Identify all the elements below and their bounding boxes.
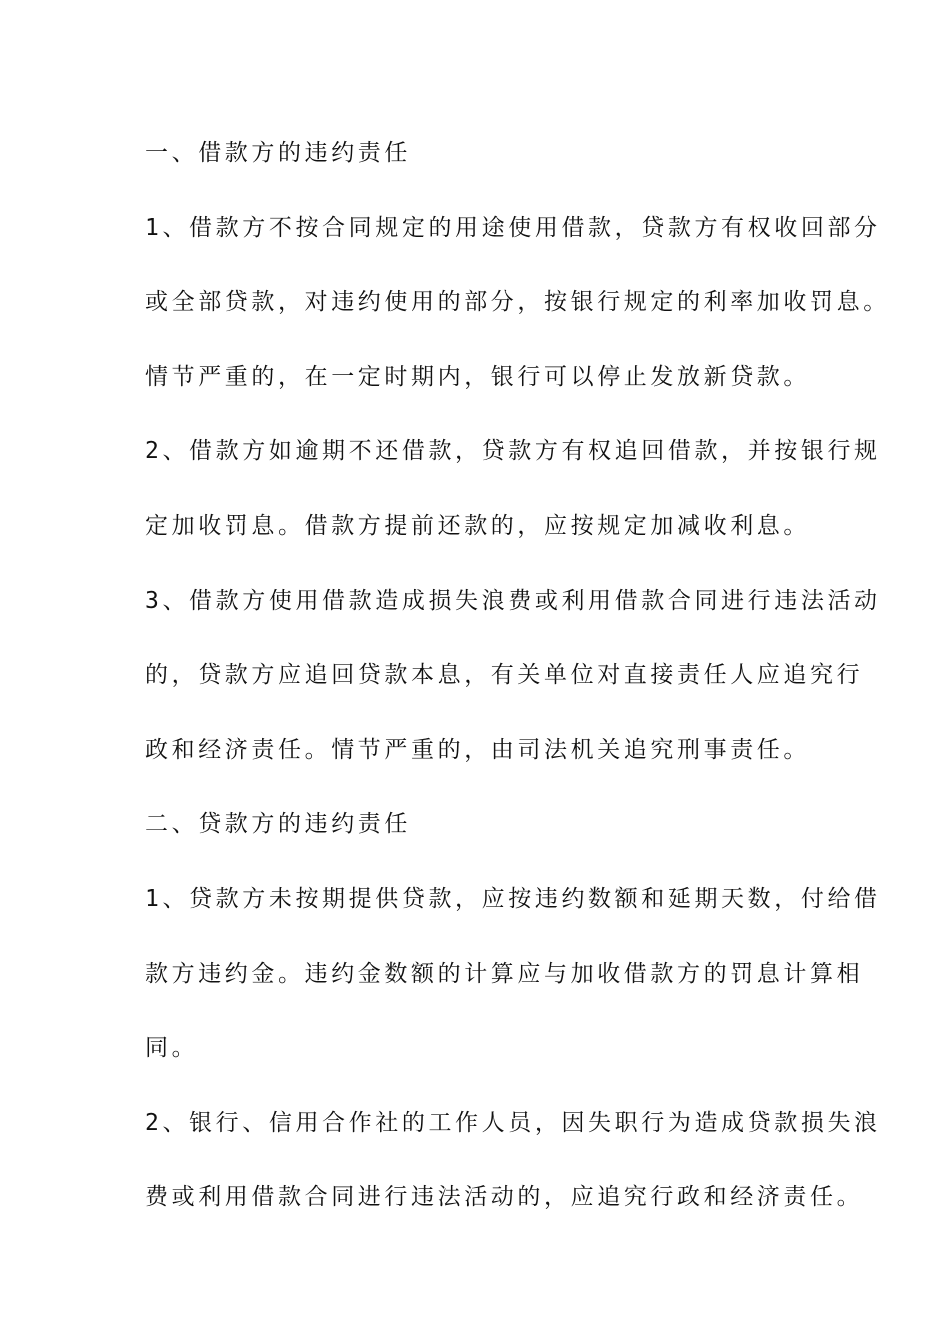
paragraph-line: 定加收罚息。借款方提前还款的，应按规定加减收利息。 — [145, 512, 810, 539]
section-heading-lender-liability: 二、贷款方的违约责任 — [145, 811, 411, 838]
section-heading-borrower-liability: 一、借款方的违约责任 — [145, 140, 411, 166]
paragraph-line: 款方违约金。违约金数额的计算应与加收借款方的罚息计算相 — [145, 960, 864, 987]
paragraph-line: 情节严重的，在一定时期内，银行可以停止发放新贷款。 — [145, 363, 810, 390]
paragraph-line: 2、借款方如逾期不还借款，贷款方有权追回借款，并按银行规 — [145, 438, 881, 465]
paragraph-line: 费或利用借款合同进行违法活动的，应追究行政和经济责任。 — [145, 1184, 864, 1211]
paragraph-line: 或全部贷款，对违约使用的部分，按银行规定的利率加收罚息。 — [145, 289, 890, 316]
paragraph-line: 3、借款方使用借款造成损失浪费或利用借款合同进行违法活动 — [145, 587, 881, 614]
document-body — [145, 129, 890, 1248]
paragraph-line: 政和经济责任。情节严重的，由司法机关追究刑事责任。 — [145, 736, 810, 763]
paragraph-line: 同。 — [145, 1035, 199, 1062]
paragraph-line: 2、银行、信用合作社的工作人员，因失职行为造成贷款损失浪 — [145, 1109, 881, 1136]
paragraph-line: 1、贷款方未按期提供贷款，应按违约数额和延期天数，付给借 — [145, 885, 881, 912]
paragraph-line: 的，贷款方应追回贷款本息，有关单位对直接责任人应追究行 — [145, 662, 864, 689]
paragraph-line: 1、借款方不按合同规定的用途使用借款，贷款方有权收回部分 — [145, 214, 881, 241]
